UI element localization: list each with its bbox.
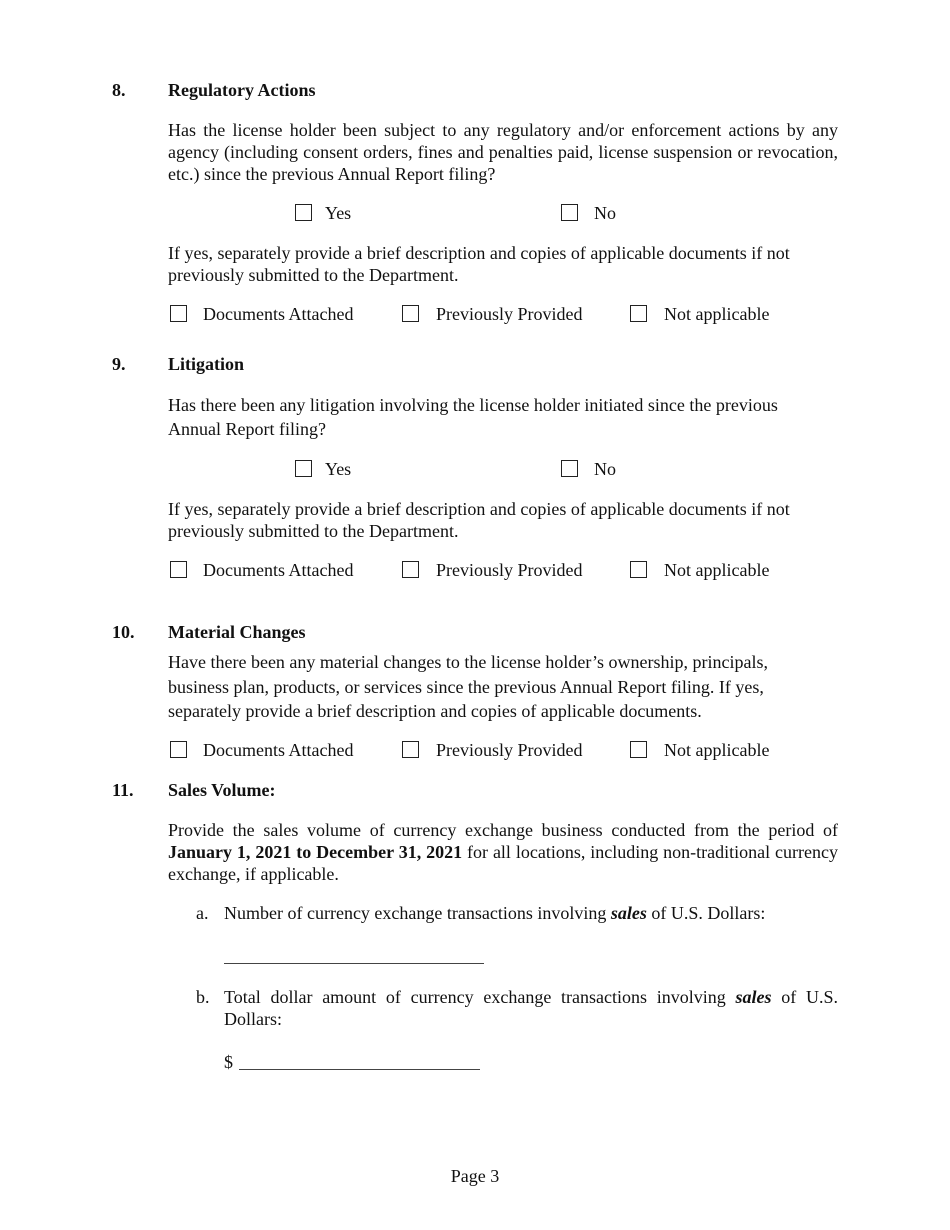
item-b-answer-line[interactable]: [239, 1069, 480, 1070]
s9-previously-provided-checkbox[interactable]: [402, 561, 419, 578]
page-number: Page 3: [450, 1166, 500, 1186]
item-b-text: [224, 986, 838, 1030]
s9-no-label: No: [594, 459, 616, 479]
section-8-number: 8.: [112, 80, 126, 100]
s8-documents-attached-option[interactable]: [170, 303, 370, 325]
s8-documents-attached-label: Documents Attached: [203, 304, 354, 324]
s10-previously-provided-label: Previously Provided: [436, 740, 583, 760]
s9-yes-checkbox[interactable]: [295, 460, 312, 477]
section-11-period: January 1, 2021 to December 31, 2021: [168, 842, 463, 862]
section-11-intro: [168, 819, 838, 885]
item-b-emphasis: sales: [735, 987, 772, 1007]
section-8-title: Regulatory Actions: [168, 80, 316, 100]
section-9-instruction: If yes, separately provide a brief description and copies of applicable documents if not previously submitted to the Department.: [168, 499, 790, 541]
s9-previously-provided-label: Previously Provided: [436, 560, 583, 580]
item-a-text-start: Number of currency exchange transactions involving: [224, 903, 611, 923]
s10-previously-provided-option[interactable]: [402, 739, 602, 761]
dollar-sign: $: [224, 1052, 233, 1072]
section-10-title: Material Changes: [168, 622, 306, 642]
s10-not-applicable-label: Not applicable: [664, 740, 770, 760]
s9-documents-attached-label: Documents Attached: [203, 560, 354, 580]
s10-not-applicable-checkbox[interactable]: [630, 741, 647, 758]
s10-not-applicable-option[interactable]: [630, 739, 790, 761]
s9-not-applicable-option[interactable]: [630, 559, 790, 581]
s10-documents-attached-label: Documents Attached: [203, 740, 354, 760]
item-a-text-end: of U.S. Dollars:: [646, 903, 766, 923]
section-11-title: Sales Volume:: [168, 780, 276, 800]
item-a-answer-line[interactable]: [224, 963, 484, 964]
section-11-number: 11.: [112, 780, 134, 800]
s8-not-applicable-option[interactable]: [630, 303, 790, 325]
s8-documents-attached-checkbox[interactable]: [170, 305, 187, 322]
s9-no-checkbox[interactable]: [561, 460, 578, 477]
s9-yes-label: Yes: [325, 459, 352, 479]
s8-not-applicable-checkbox[interactable]: [630, 305, 647, 322]
s8-not-applicable-label: Not applicable: [664, 304, 770, 324]
section-9-title: Litigation: [168, 354, 245, 374]
s8-no-option[interactable]: [561, 202, 681, 224]
section-8-instruction: If yes, separately provide a brief description and copies of applicable documents if not previously submitted to the Department.: [168, 243, 790, 285]
s8-yes-option[interactable]: [295, 202, 415, 224]
s8-yes-checkbox[interactable]: [295, 204, 312, 221]
section-10-question: Have there been any material changes to the license holder’s ownership, principals, business plan, products, or services since the previous Annual Report filing. If yes, separately provide a brief description and copies of applicable documents.: [168, 652, 768, 721]
s8-no-label: No: [594, 203, 616, 223]
s8-yes-label: Yes: [325, 203, 352, 223]
s9-previously-provided-option[interactable]: [402, 559, 602, 581]
s9-yes-option[interactable]: [295, 458, 415, 480]
item-a-text: [224, 902, 838, 924]
s8-no-checkbox[interactable]: [561, 204, 578, 221]
s9-documents-attached-checkbox[interactable]: [170, 561, 187, 578]
item-b-text-end: of U.S. Dollars:: [224, 987, 838, 1029]
item-b-text-start: Total dollar amount of currency exchange transactions involving: [224, 987, 736, 1007]
section-11-intro-text-end: for all locations, including non-traditional currency exchange, if applicable.: [168, 842, 838, 884]
s9-not-applicable-checkbox[interactable]: [630, 561, 647, 578]
s10-documents-attached-checkbox[interactable]: [170, 741, 187, 758]
section-11-intro-text: Provide the sales volume of currency exchange business conducted from the period of: [168, 820, 838, 840]
item-a-emphasis: sales: [610, 903, 647, 923]
section-10-number: 10.: [112, 622, 135, 642]
s9-not-applicable-label: Not applicable: [664, 560, 770, 580]
s10-previously-provided-checkbox[interactable]: [402, 741, 419, 758]
item-b-marker: b.: [196, 987, 210, 1007]
item-a-marker: a.: [196, 903, 209, 923]
section-8-question: Has the license holder been subject to any regulatory and/or enforcement actions by any agency (including consent orders, fines and penalties paid, license suspension or revocation, etc.) since the previous Annual Report filing?: [168, 120, 838, 184]
s8-previously-provided-checkbox[interactable]: [402, 305, 419, 322]
s8-previously-provided-label: Previously Provided: [436, 304, 583, 324]
s9-no-option[interactable]: [561, 458, 681, 480]
s9-documents-attached-option[interactable]: [170, 559, 370, 581]
section-9-number: 9.: [112, 354, 126, 374]
s10-documents-attached-option[interactable]: [170, 739, 370, 761]
s8-previously-provided-option[interactable]: [402, 303, 602, 325]
section-9-question: Has there been any litigation involving the license holder initiated since the previous Annual Report filing?: [168, 395, 778, 439]
